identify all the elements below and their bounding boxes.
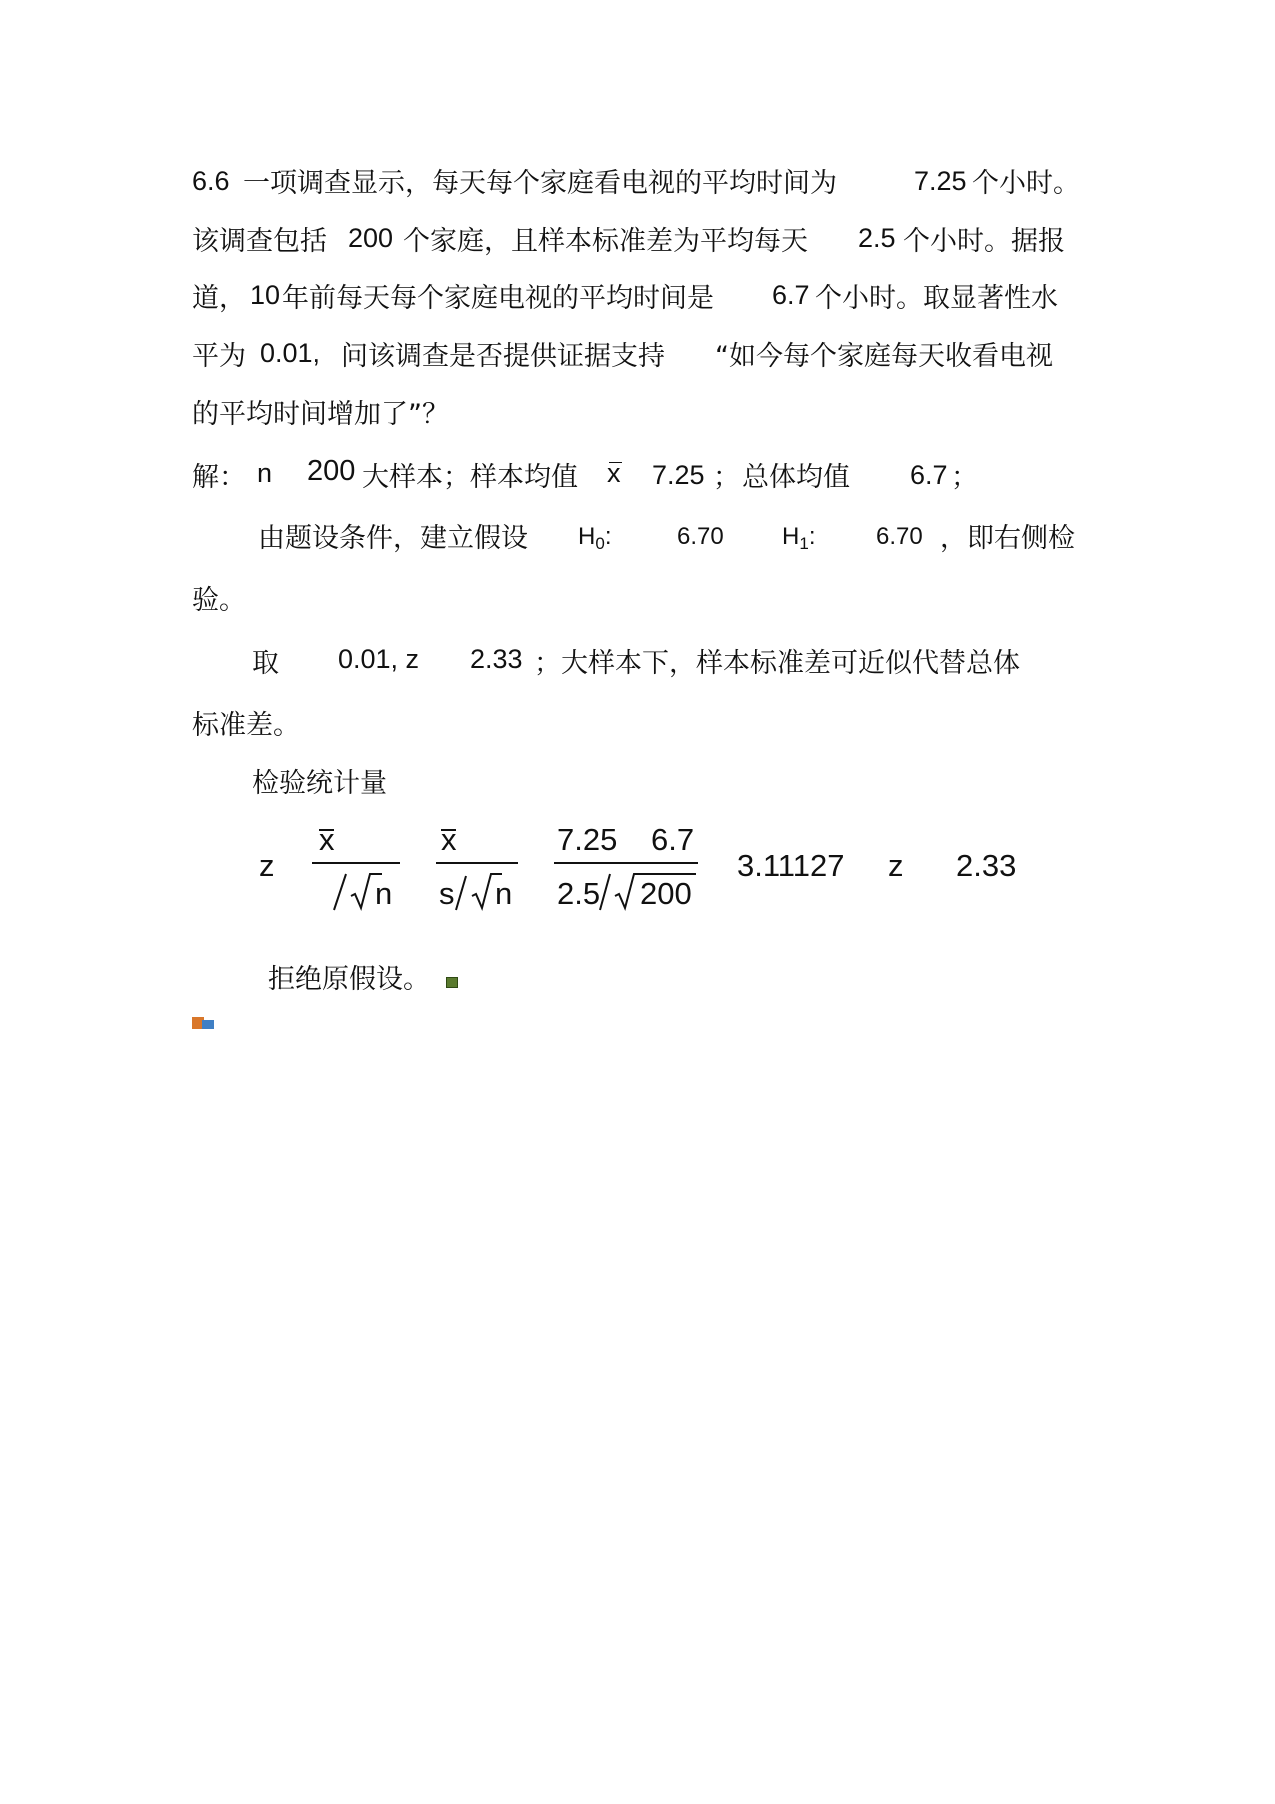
value-xbar: 7.25 (652, 460, 705, 490)
formula-result: 3.11127 (737, 848, 845, 883)
xbar-overline (609, 462, 622, 463)
conclusion-text: 拒绝原假设。 (268, 964, 430, 995)
solution-text: 标准差。 (192, 710, 300, 741)
frac3-num-a: 7.25 (557, 822, 618, 857)
problem-text: 个小时。取显著性水 (815, 283, 1058, 314)
problem-text: 的平均时间增加了”？ (192, 399, 449, 430)
frac3-num-b: 6.7 (651, 822, 695, 857)
alpha-value: 0.01, z (338, 644, 420, 674)
h0-value: 6.70 (677, 523, 724, 550)
problem-text: 一项调查显示，每天每个家庭看电视的平均时间为 (243, 168, 837, 199)
solution-text: ； (713, 462, 740, 493)
h1-symbol: $H_1$: (782, 523, 816, 553)
problem-text: 年前每天每个家庭电视的平均时间是 (282, 283, 714, 314)
solution-text: ；大样本下，样本标准差可近似代替总体 (534, 648, 1020, 679)
frac2-root: n (495, 876, 513, 911)
solution-text: 检验统计量 (252, 768, 387, 799)
z-critical: 2.33 (470, 644, 523, 674)
solution-text: 由题设条件，建立假设 (258, 523, 528, 554)
var-n: n (257, 458, 273, 488)
problem-text: 该调查包括 (192, 226, 327, 257)
solution-label: 解： (192, 462, 246, 493)
value-6-7: 6.7 (772, 280, 810, 310)
fraction-bar (436, 862, 518, 864)
frac1-root: n (375, 876, 393, 911)
fraction-bar (312, 862, 400, 864)
problem-text: 问该调查是否提供证据支持 (341, 341, 665, 372)
solution-text: ； (951, 462, 978, 493)
solution-text: 取 (252, 648, 279, 679)
value-2-5: 2.5 (858, 223, 896, 253)
value-n: 200 (307, 455, 356, 487)
problem-text: “如今每个家庭每天收看电视 (715, 341, 1053, 372)
solution-text: 大样本；样本均值 (362, 462, 578, 493)
frac3-root: 200 (640, 876, 692, 911)
frac2-s: s (439, 876, 455, 911)
solution-text: 验。 (192, 585, 246, 616)
var-xbar: x (607, 458, 621, 488)
value-10: 10 (250, 280, 281, 310)
solution-text: 总体均值 (742, 462, 850, 493)
formula-z2: z (888, 848, 904, 883)
embedded-object-icon (446, 977, 458, 988)
problem-text: 个小时。 (972, 168, 1080, 199)
value-0-01: 0.01, (260, 338, 321, 368)
h0-symbol: $H_0$: (578, 523, 612, 553)
problem-text: 个小时。据报 (903, 226, 1065, 257)
value-mu: 6.7 (910, 460, 948, 490)
formula-z: z (259, 848, 275, 883)
problem-text: 道， (192, 283, 246, 314)
embedded-image-icon (192, 1017, 214, 1029)
problem-text: 平为 (192, 341, 246, 372)
solution-text: ，即右侧检 (940, 523, 1075, 554)
problem-text: 个家庭，且样本标准差为平均每天 (403, 226, 808, 257)
fraction-bar (554, 862, 698, 864)
frac2-numerator: x (441, 822, 457, 857)
frac1-numerator: x (319, 822, 335, 857)
h1-value: 6.70 (876, 523, 923, 550)
problem-number: 6.6 (192, 166, 230, 196)
value-200: 200 (348, 223, 394, 253)
formula-critical: 2.33 (956, 848, 1017, 883)
value-7-25: 7.25 (914, 166, 967, 196)
frac3-den-a: 2.5 (557, 876, 601, 911)
